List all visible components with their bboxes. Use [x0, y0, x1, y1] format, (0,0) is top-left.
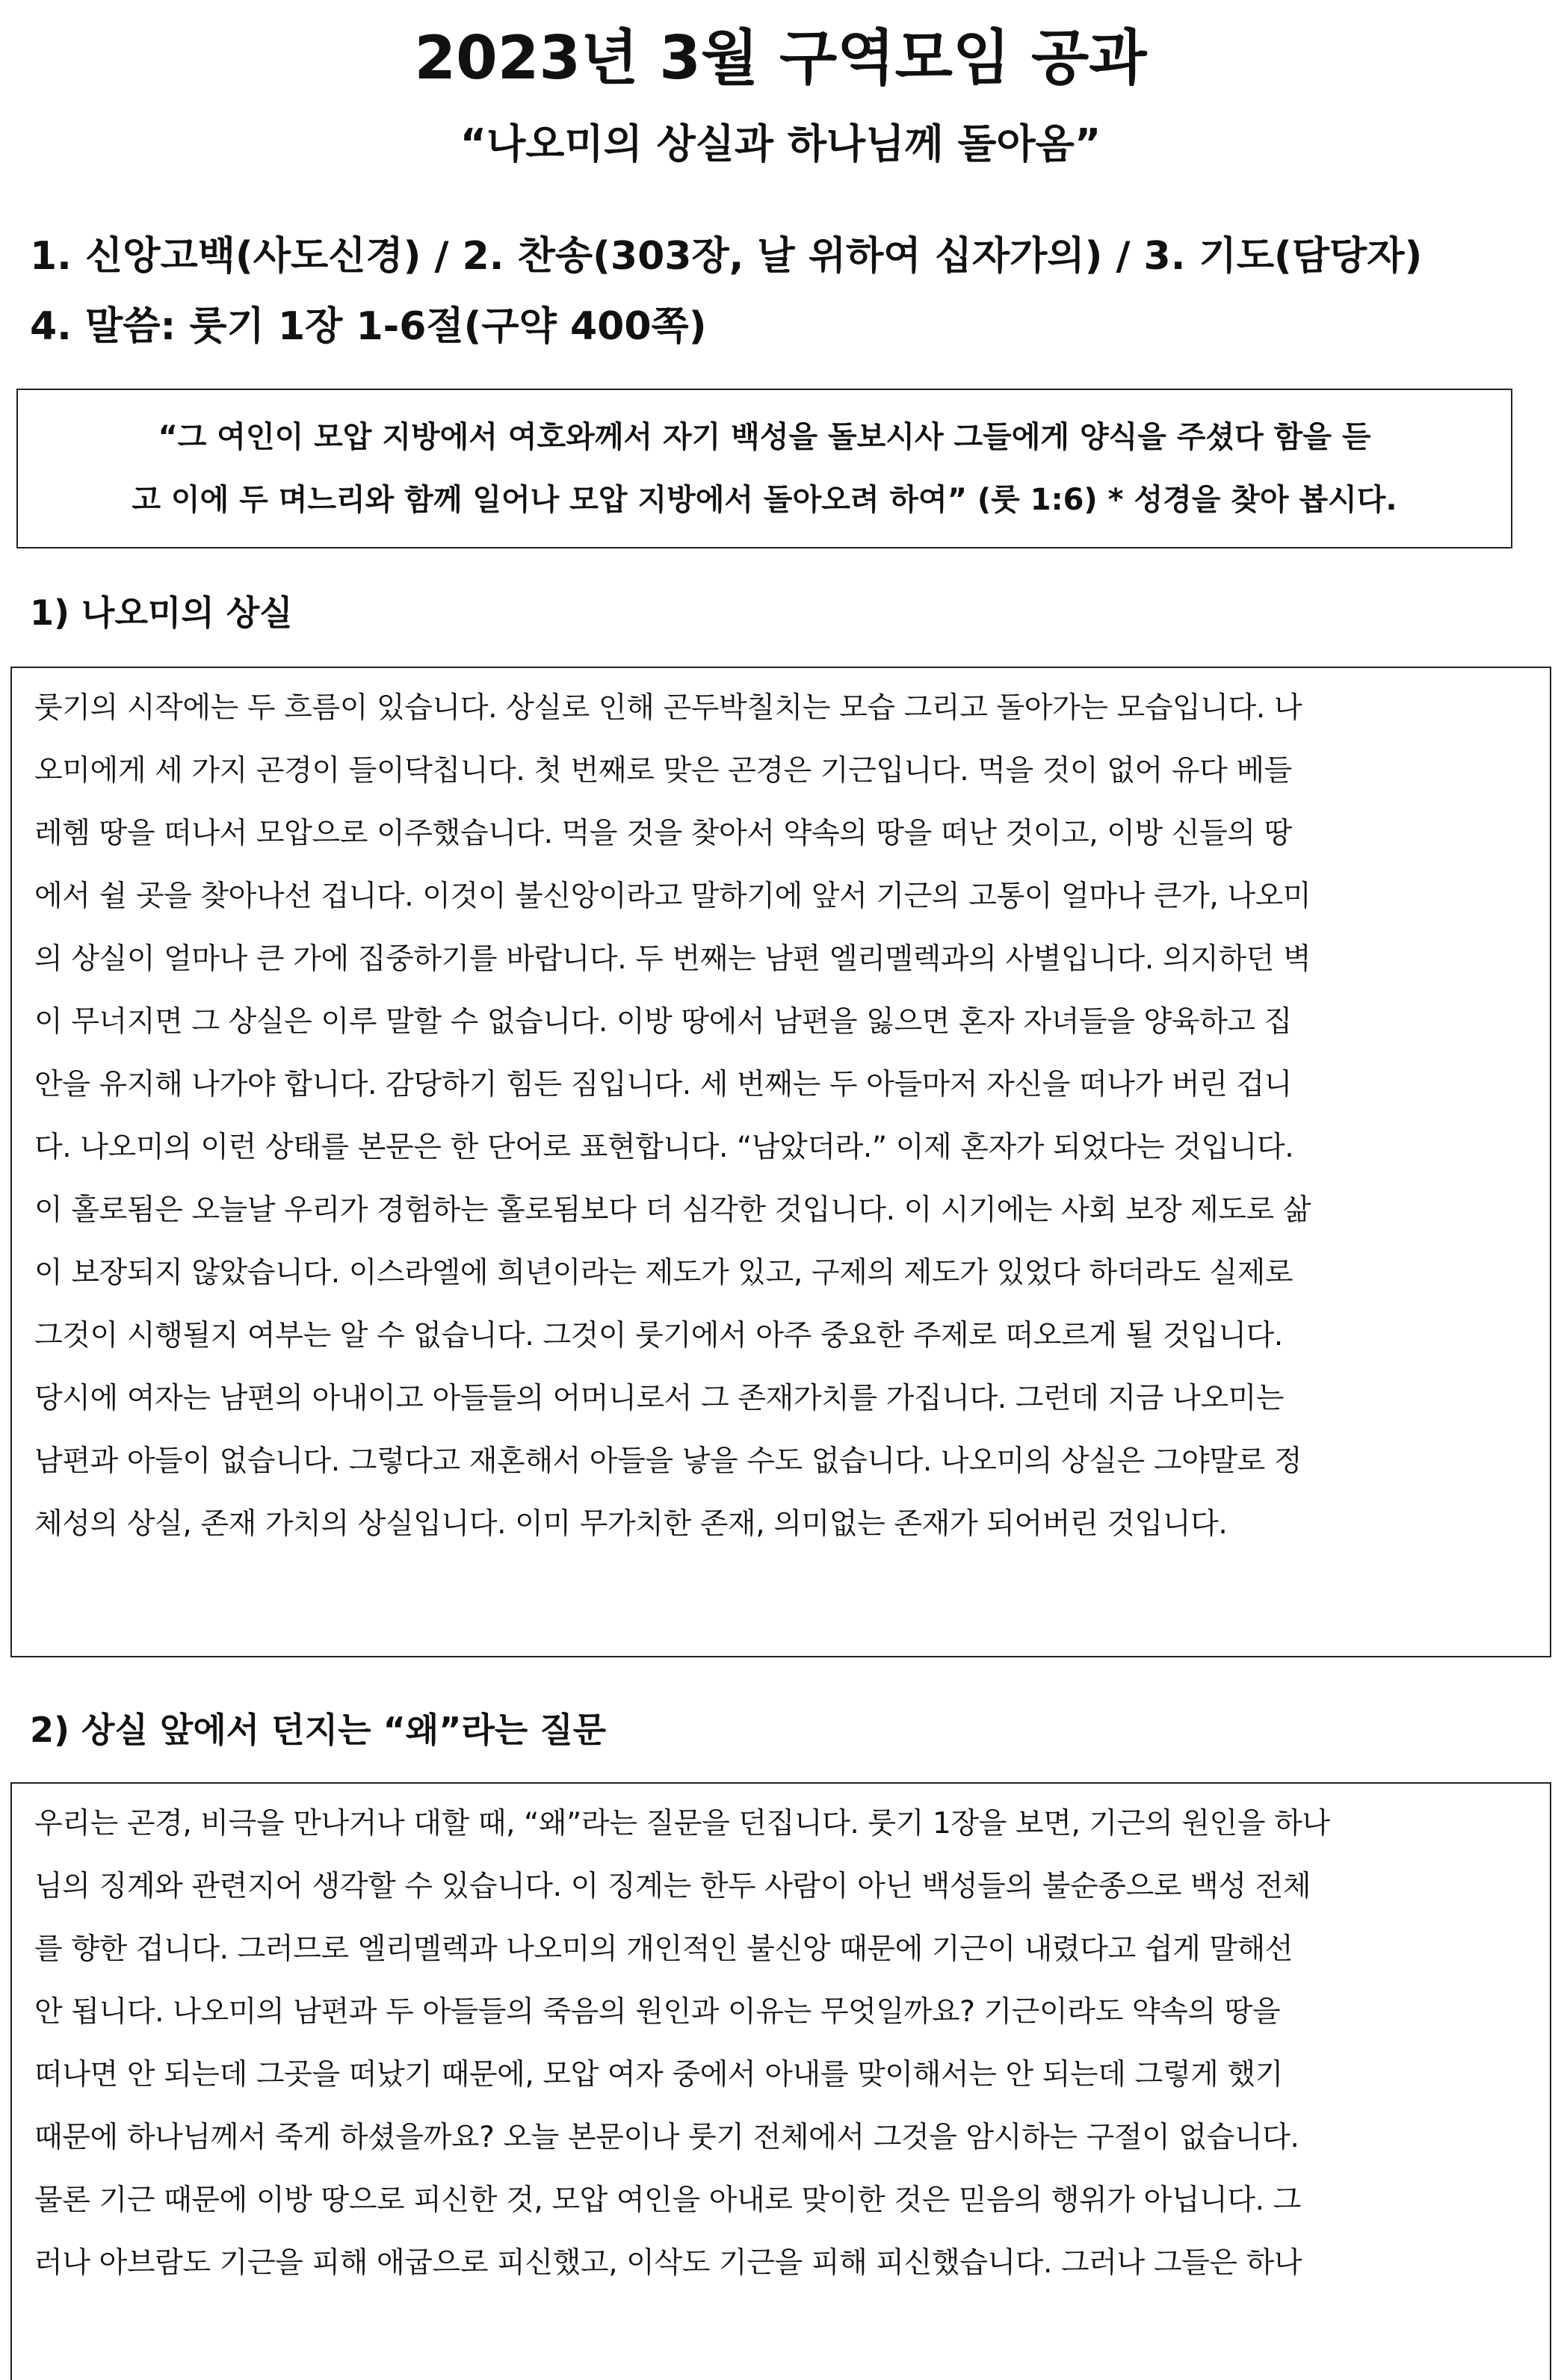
- key-verse-line-2: 고 이에 두 며느리와 함께 일어나 모압 지방에서 돌아오려 하여” (룻 1:6) * 성경을 찾아 봅시다.: [132, 483, 1397, 517]
- section-heading-1: 1) 나오미의 상실: [30, 593, 293, 633]
- page-subtitle: “나오미의 상실과 하나님께 돌아옴”: [460, 120, 1101, 167]
- body-line: 룻기의 시작에는 두 흐름이 있습니다. 상실로 인해 곤두박칠치는 모습 그리고 돌아가는 모습입니다. 나: [34, 691, 1302, 725]
- worship-order-line-1: 1. 신앙고백(사도신경) / 2. 찬송(303장, 날 위하여 십자가의) / 3. 기도(담당자): [30, 234, 1423, 279]
- body-line: 레헴 땅을 떠나서 모압으로 이주했습니다. 먹을 것을 찾아서 약속의 땅을 떠난 것이고, 이방 신들의 땅: [34, 817, 1292, 850]
- body-line: 때문에 하나님께서 죽게 하셨을까요? 오늘 본문이나 룻기 전체에서 그것을 암시하는 구절이 없습니다.: [34, 2121, 1299, 2154]
- section-body-1: [10, 667, 1551, 1657]
- body-line: 를 향한 겁니다. 그러므로 엘리멜렉과 나오미의 개인적인 불신앙 때문에 기근이 내렸다고 쉽게 말해선: [34, 1932, 1293, 1966]
- body-line: 우리는 곤경, 비극을 만나거나 대할 때, “왜”라는 질문을 던집니다. 룻기 1장을 보면, 기근의 원인을 하나: [34, 1807, 1330, 1840]
- body-line: 남편과 아들이 없습니다. 그렇다고 재혼해서 아들을 낳을 수도 없습니다. 나오미의 상실은 그야말로 정: [34, 1444, 1302, 1478]
- body-line: 의 상실이 얼마나 큰 가에 집중하기를 바랍니다. 두 번째는 남편 엘리멜렉과의 사별입니다. 의지하던 벽: [34, 942, 1311, 976]
- body-line: 안 됩니다. 나오미의 남편과 두 아들들의 죽음의 원인과 이유는 무엇일까요? 기근이라도 약속의 땅을: [34, 1995, 1281, 2029]
- body-line: 물론 기근 때문에 이방 땅으로 피신한 것, 모압 여인을 아내로 맞이한 것은 믿음의 행위가 아닙니다. 그: [34, 2183, 1301, 2217]
- body-line: 이 무너지면 그 상실은 이루 말할 수 없습니다. 이방 땅에서 남편을 잃으면 혼자 자녀들을 양육하고 집: [34, 1005, 1292, 1039]
- body-line: 러나 아브람도 기근을 피해 애굽으로 피신했고, 이삭도 기근을 피해 피신했습니다. 그러나 그들은 하나: [34, 2246, 1302, 2280]
- body-line: 안을 유지해 나가야 합니다. 감당하기 힘든 짐입니다. 세 번째는 두 아들마저 자신을 떠나가 버린 겁니: [34, 1068, 1292, 1101]
- section-body-2: [10, 1782, 1551, 2380]
- body-line: 다. 나오미의 이런 상태를 본문은 한 단어로 표현합니다. “남았더라.” 이제 혼자가 되었다는 것입니다.: [34, 1131, 1294, 1164]
- section-heading-2: 2) 상실 앞에서 던지는 “왜”라는 질문: [30, 1710, 607, 1750]
- body-line: 이 보장되지 않았습니다. 이스라엘에 희년이라는 제도가 있고, 구제의 제도가 있었다 하더라도 실제로: [34, 1256, 1293, 1290]
- body-line: 체성의 상실, 존재 가치의 상실입니다. 이미 무가치한 존재, 의미없는 존재가 되어버린 것입니다.: [34, 1507, 1228, 1541]
- worship-order-line-2: 4. 말씀: 룻기 1장 1-6절(구약 400쪽): [30, 304, 707, 349]
- body-line: 떠나면 안 되는데 그곳을 떠났기 때문에, 모압 여자 중에서 아내를 맞이해서는 안 되는데 그렇게 했기: [34, 2058, 1283, 2092]
- body-line: 에서 쉴 곳을 찾아나선 겁니다. 이것이 불신앙이라고 말하기에 앞서 기근의 고통이 얼마나 큰가, 나오미: [34, 880, 1311, 913]
- page-title: 2023년 3월 구역모임 공과: [414, 23, 1147, 93]
- body-line: 이 홀로됨은 오늘날 우리가 경험하는 홀로됨보다 더 심각한 것입니다. 이 시기에는 사회 보장 제도로 삶: [34, 1193, 1311, 1227]
- key-verse-box: [16, 389, 1512, 548]
- body-line: 오미에게 세 가지 곤경이 들이닥칩니다. 첫 번째로 맞은 곤경은 기근입니다. 먹을 것이 없어 유다 베들: [34, 754, 1292, 788]
- worship-order: [30, 221, 1539, 362]
- body-line: 당시에 여자는 남편의 아내이고 아들들의 어머니로서 그 존재가치를 가집니다. 그런데 지금 나오미는: [34, 1382, 1285, 1415]
- body-line: 그것이 시행될지 여부는 알 수 없습니다. 그것이 룻기에서 아주 중요한 주제로 떠오르게 될 것입니다.: [34, 1319, 1283, 1353]
- body-line: 님의 징계와 관련지어 생각할 수 있습니다. 이 징계는 한두 사람이 아닌 백성들의 불순종으로 백성 전체: [34, 1870, 1311, 1903]
- key-verse-line-1: “그 여인이 모압 지방에서 여호와께서 자기 백성을 돌보시사 그들에게 양식을 주셨다 함을 듣: [158, 420, 1371, 454]
